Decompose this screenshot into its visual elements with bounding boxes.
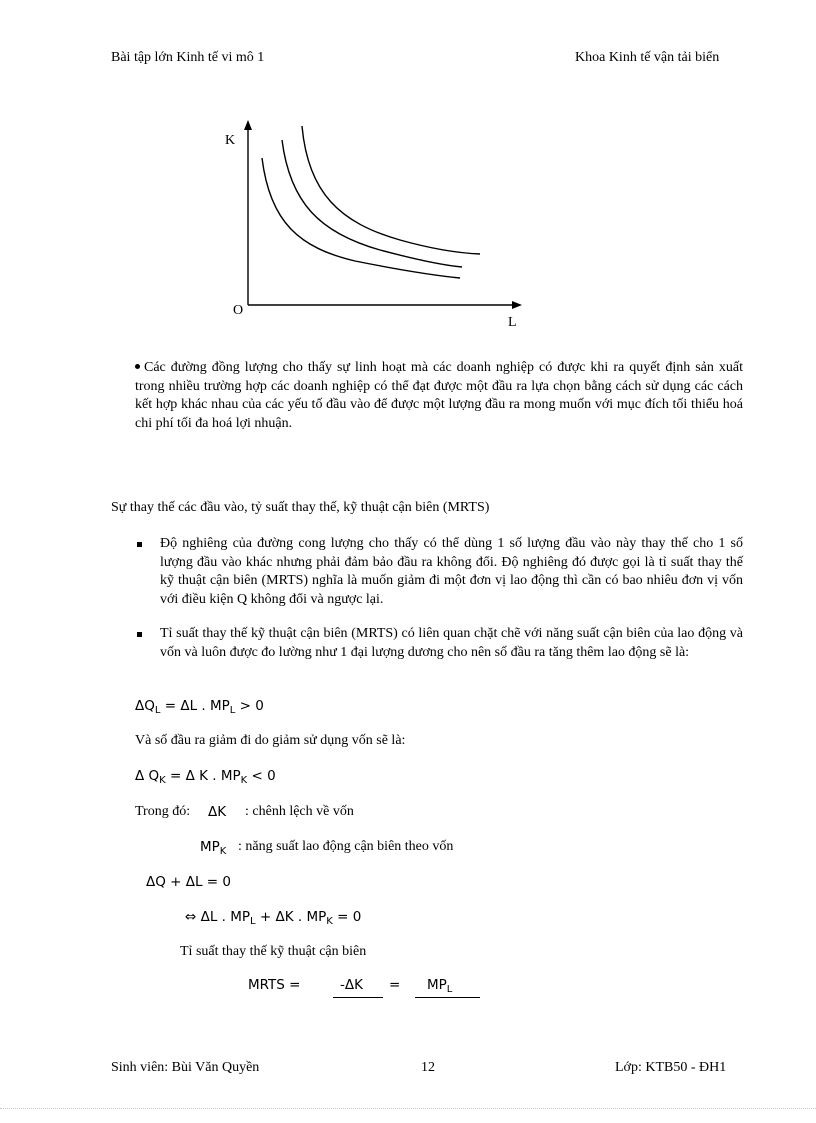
fraction-line-1 [333,997,383,998]
list-item: Tỉ suất thay thế kỹ thuật cận biên (MRTS) có liên quan chặt chẽ với năng suất cận biên của lao động và vốn và luôn được đo lường như 1 đại lượng dương cho nên số đầu ra tăng thêm lao động sẽ là: [160,626,743,660]
origin-label: O [233,303,244,318]
formula-delta-ql: $\Delta Q_L = \Delta L$ . $MP_L > 0$ [135,698,264,716]
axis-y-label: K [225,133,236,148]
mrts-caption: Tỉ suất thay thế kỹ thuật cận biên [180,944,367,959]
mrts-label: MRTS = [248,977,301,993]
axis-x-label: L [508,315,517,330]
section-heading: Sự thay thế các đầu vào, tỷ suất thay thế, kỹ thuật cận biên (MRTS) [111,500,490,515]
isoquant-curve-3 [302,126,480,254]
equivalence-arrow-icon: ⇔ [185,909,197,925]
where-label: Trong đó: [135,804,191,819]
page-number: 12 [421,1060,435,1075]
formula-text-1: Và số đầu ra giảm đi do giảm sử dụng vốn sẽ là: [135,733,406,748]
mrts-numerator-1: -ΔK [340,977,363,993]
formula-delta-qk: Δ $Q_K = \Delta$ K . $MP_K < 0$ [135,768,276,786]
page-bottom-border [0,1108,816,1110]
x-axis-arrow-icon [512,301,522,309]
y-axis-arrow-icon [244,120,252,130]
mpk-symbol: $MP_K$ [200,839,227,857]
footer-left: Sinh viên: Bùi Văn Quyền [111,1060,260,1075]
where-symbol: ΔK [208,804,227,820]
bullet-dot-icon [135,364,140,369]
header-right: Khoa Kinh tế vận tải biển [575,50,720,65]
isoquant-curve-1 [262,158,460,278]
mrts-equals: = [389,977,401,993]
mpk-description: : năng suất lao động cận biên theo vốn [238,839,454,854]
list-bullet-icon [137,632,142,637]
isoquant-paragraph [135,359,743,433]
footer-right: Lớp: KTB50 - ĐH1 [615,1060,727,1075]
list-item: Độ nghiêng của đường cong lượng cho thấy có thể dùng 1 số lượng đầu vào này thay thế cho 1 số lượng đầu vào khác nhưng phải đảm bảo đầu ra không đổi. Độ nghiêng đó được gọi là tỉ suất thay thế kỹ thuật cận biên (MRTS) nghĩa là muốn giảm đi một đơn vị lao động thì cần có bao nhiêu đơn vị vốn với điều kiện Q không đổi và ngược lại. [160,536,743,607]
where-description: : chênh lệch về vốn [245,804,354,819]
list-bullet-icon [137,542,142,547]
isoquant-figure [220,118,530,333]
mrts-numerator-2: $MP_L$ [427,977,453,995]
formula-sum: ΔQ + ΔL = 0 [146,874,231,890]
isoquant-paragraph-text: Các đường đồng lượng cho thấy sự linh hoạt mà các doanh nghiệp có được khi ra quyết định sản xuất trong nhiều trường hợp các doanh nghiệp có thể đạt được một đầu ra lựa chọn bằng cách sử dụng các cách kết hợp khác nhau của các yếu tố đầu vào để được một lượng đầu ra mong muốn với mục đích tối thiểu hoá chi phí tối đa hoá lợi nhuận. [135,360,743,431]
fraction-line-2 [415,997,480,998]
header-left: Bài tập lớn Kinh tế vi mô 1 [111,50,265,65]
formula-equivalence: ⇔ ΔL . $MP_L + \Delta K$ . $MP_K = 0$ [185,909,362,927]
